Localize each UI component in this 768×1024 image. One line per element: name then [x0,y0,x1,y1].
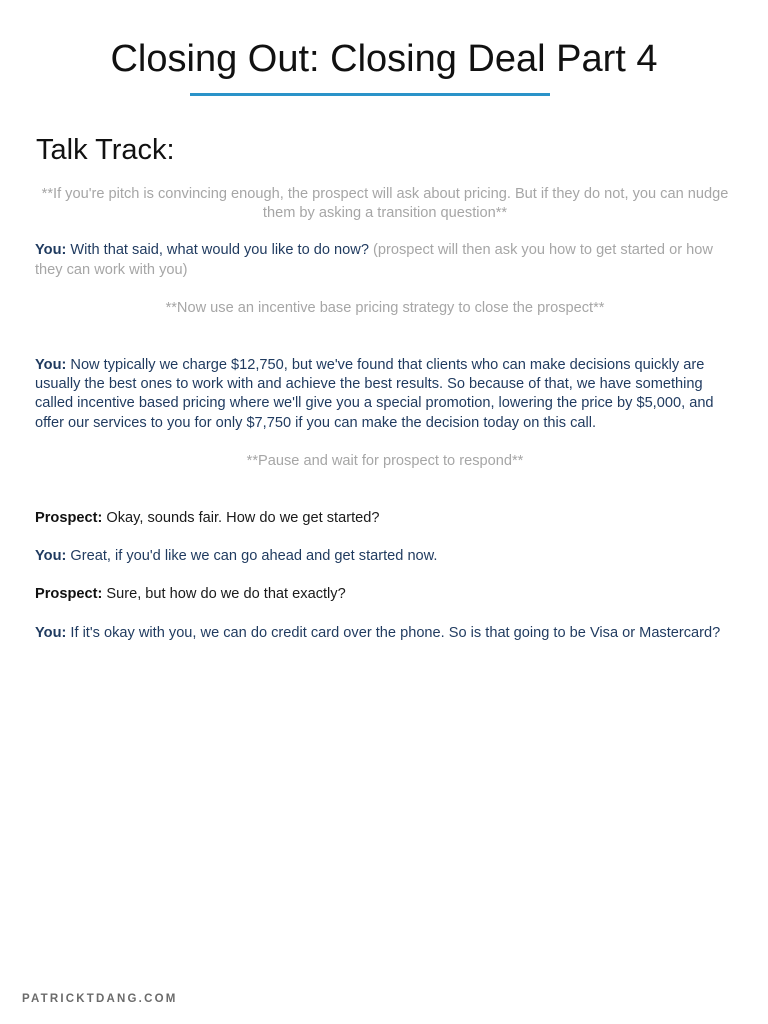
speaker-label: You: [35,548,67,565]
speaker-label: You: [35,624,67,641]
speaker-label: Prospect: [35,586,103,603]
speaker-label: You: [35,242,67,259]
section-heading: Talk Track: [36,134,175,166]
footer-logo: PATRICKTDANG.COM [22,993,178,1005]
dialogue-text: Now typically we charge $12,750, but we've found that clients who can make decisions quickly are usually the best ones to work with and achieve the best results. So because of that, we have something called incentive based pricing where we'll give you a special promotion, lowering the price by $5,000, and offer our services to you for only $7,750 if you can make the decision today on this call. [35,357,714,431]
dialogue-line-you [35,241,735,279]
stage-note-pitch: **If you're pitch is convincing enough, the prospect will ask about pricing. But if they do not, you can nudge them by asking a transition question** [41,186,729,222]
speaker-label: You: [35,357,67,374]
title-underline [190,93,550,96]
dialogue-text: Okay, sounds fair. How do we get started? [106,510,380,527]
dialogue-line-prospect [35,509,735,528]
speaker-label: Prospect: [35,510,103,527]
talk-track [35,185,735,643]
dialogue-line-you [35,356,735,433]
dialogue-line-you [35,624,735,643]
dialogue-text: Sure, but how do we do that exactly? [106,586,346,603]
dialogue-aside: (prospect will then ask you how to get started or how they can work with you) [35,242,713,278]
dialogue-text: Great, if you'd like we can go ahead and get started now. [70,548,438,565]
stage-note-pause: **Pause and wait for prospect to respond** [246,452,524,469]
dialogue-line-prospect [35,585,735,604]
stage-note-pricing: **Now use an incentive base pricing strategy to close the prospect** [165,299,605,316]
dialogue-line-you [35,547,735,566]
dialogue-text: If it's okay with you, we can do credit card over the phone. So is that going to be Visa or Mastercard? [70,624,721,641]
page-title: Closing Out: Closing Deal Part 4 [110,38,658,80]
dialogue-text: With that said, what would you like to do now? [70,242,369,259]
